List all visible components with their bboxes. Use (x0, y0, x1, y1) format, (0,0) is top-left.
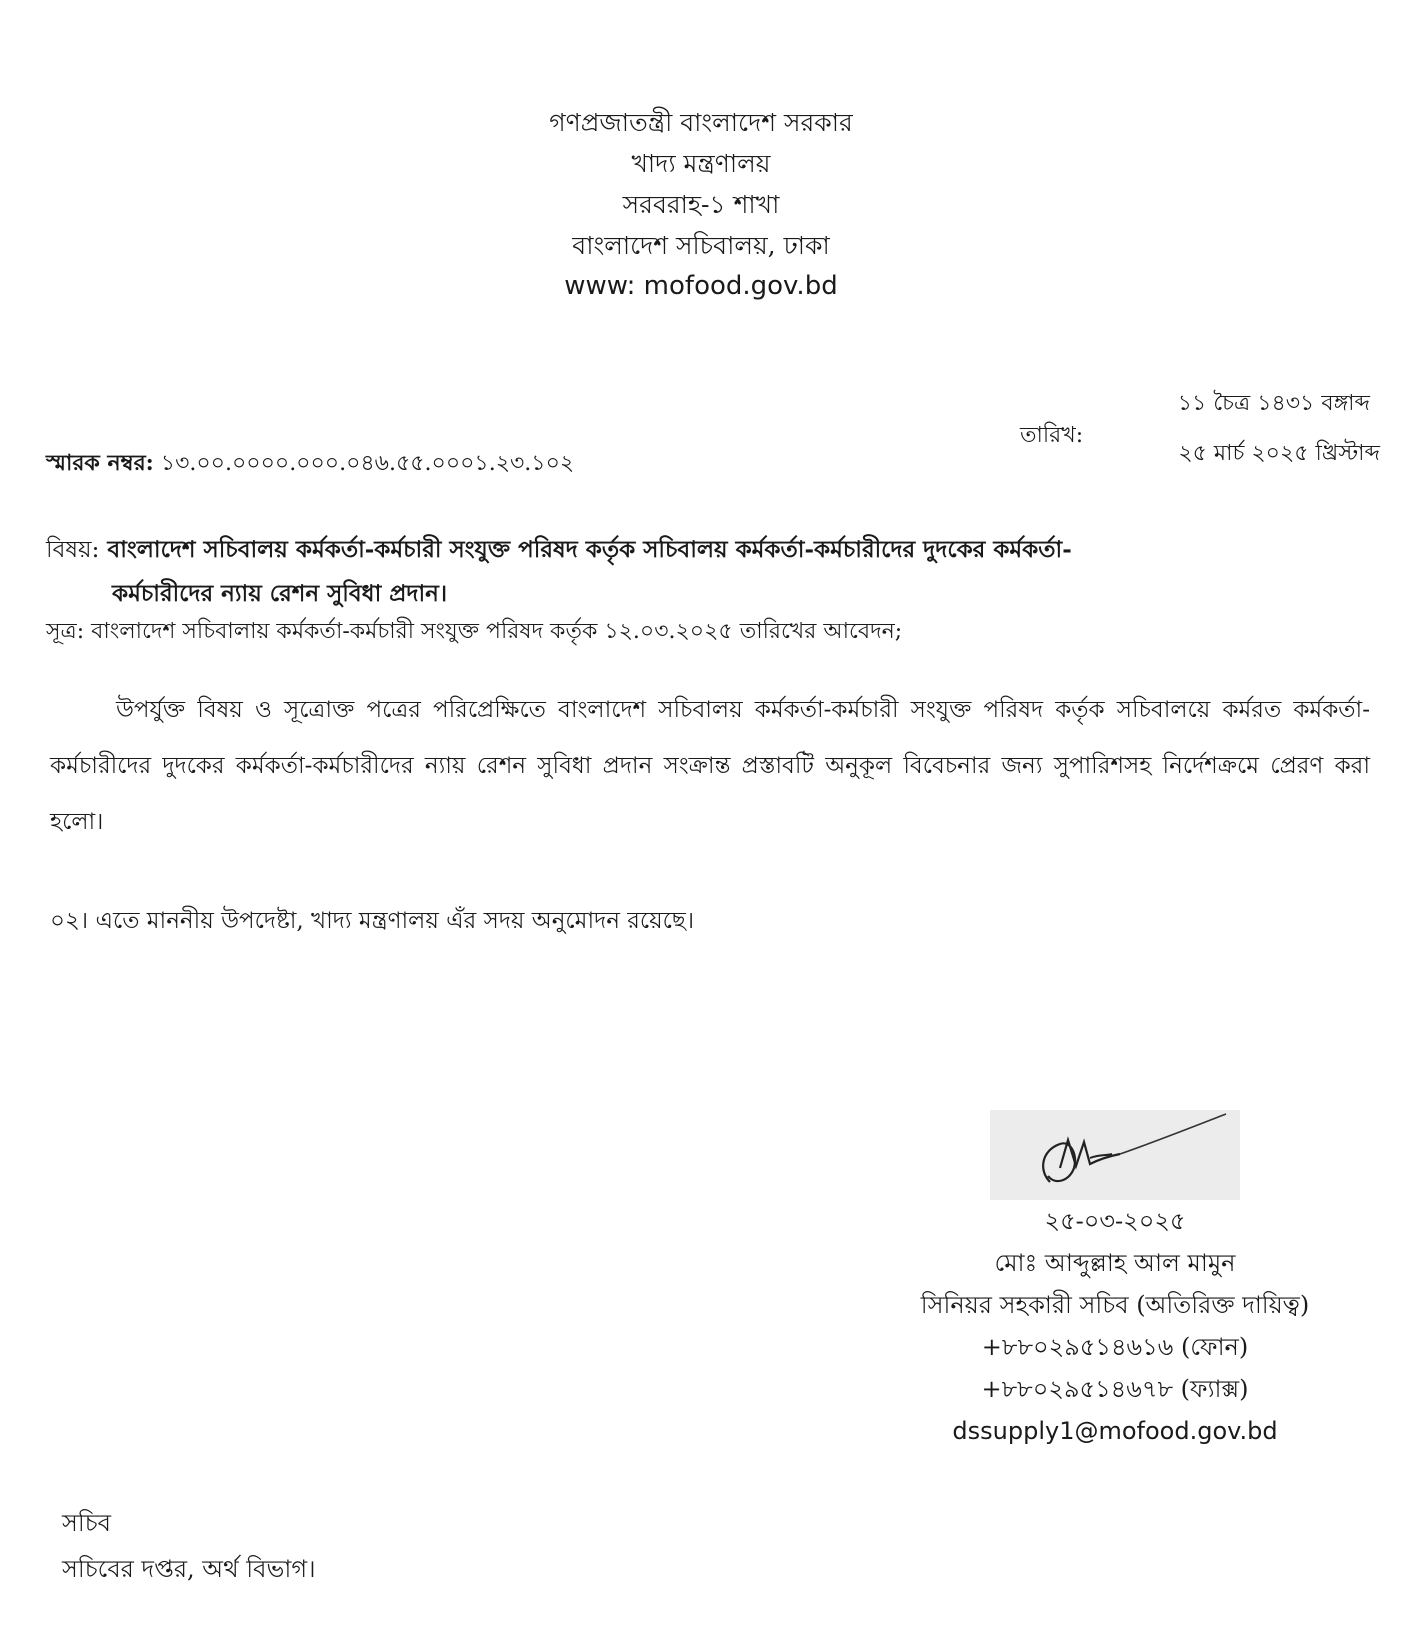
point-number: ০২। (50, 908, 89, 934)
memo-value: ১৩.০০.০০০০.০০০.০৪৬.৫৫.০০০১.২৩.১০২ (160, 451, 575, 476)
reference (46, 614, 902, 651)
reference-text: বাংলাদেশ সচিবালায় কর্মকর্তা-কর্মচারী সংযুক্ত পরিষদ কর্তৃক ১২.০৩.২০২৫ তারিখের আবেদন; (91, 619, 903, 644)
signature-block (880, 1110, 1350, 1452)
ministry-name: খাদ্য মন্ত্রণালয় (631, 149, 771, 178)
letterhead (0, 102, 1402, 307)
signature-date: ২৫-০৩-২০২৫ (1044, 1207, 1186, 1235)
memo-number (46, 446, 574, 483)
english-date: ২৫ মার্চ ২০২৫ খ্রিস্টাব্দ (1178, 441, 1380, 466)
branch-name: সরবরাহ-১ শাখা (622, 190, 780, 219)
memo-label: স্মারক নম্বর: (46, 450, 154, 476)
government-name: গণপ্রজাতন্ত্রী বাংলাদেশ সরকার (549, 108, 853, 137)
reference-label: সূত্র: (46, 619, 85, 644)
subject-label: বিষয়: (46, 537, 100, 563)
point-text: এতে মাননীয় উপদেষ্টা, খাদ্য মন্ত্রণালয় এঁর সদয় অনুমোদন রয়েছে। (95, 908, 695, 934)
signatory-name: মোঃ আব্দুল্লাহ আল মামুন (994, 1249, 1236, 1277)
website: www: mofood.gov.bd (564, 271, 838, 301)
body-paragraph: উপর্যুক্ত বিষয় ও সূত্রোক্ত পত্রের পরিপ্রেক্ষিতে বাংলাদেশ সচিবালয় কর্মকর্তা-কর্মচারী সংযুক্ত পরিষদ কর্তৃক সচিবালয়ে কর্মরত কর্মকর্তা-কর্মচারীদের দুদকের কর্মকর্তা-কর্মচারীদের ন্যায় রেশন সুবিধা প্রদান সংক্রান্ত প্রস্তাবটি অনুকূল বিবেচনার জন্য সুপারিশসহ নির্দেশক্রমে প্রেরণ করা হলো। (50, 697, 1370, 835)
subject (46, 528, 1366, 616)
office-location: বাংলাদেশ সচিবালয়, ঢাকা (572, 231, 830, 260)
recipient (62, 1500, 316, 1592)
signatory-email: dssupply1@mofood.gov.bd (952, 1417, 1278, 1445)
date-label: তারিখ: (1020, 423, 1084, 448)
subject-line-1: বাংলাদেশ সচিবালয় কর্মকর্তা-কর্মচারী সংযুক্ত পরিষদ কর্তৃক সচিবালয় কর্মকর্তা-কর্মচারীদের দুদকের কর্মকর্তা- (107, 536, 1072, 563)
signatory-fax: +৮৮০২৯৫১৪৬৭৮ (ফ্যাক্স) (981, 1375, 1249, 1403)
signature-scribble (990, 1110, 1240, 1200)
bangla-date: ১১ চৈত্র ১৪৩১ বঙ্গাব্দ (1177, 391, 1370, 416)
signatory-designation: সিনিয়র সহকারী সচিব (অতিরিক্ত দায়িত্ব) (920, 1291, 1310, 1319)
point-02 (50, 902, 694, 941)
signatory-phone: +৮৮০২৯৫১৪৬১৬ (ফোন) (981, 1333, 1249, 1361)
recipient-office: সচিবের দপ্তর, অর্থ বিভাগ। (62, 1555, 316, 1583)
subject-line-2: কর্মচারীদের ন্যায় রেশন সুবিধা প্রদান। (112, 580, 448, 607)
signature-image (990, 1110, 1240, 1200)
recipient-title: সচিব (62, 1509, 112, 1537)
